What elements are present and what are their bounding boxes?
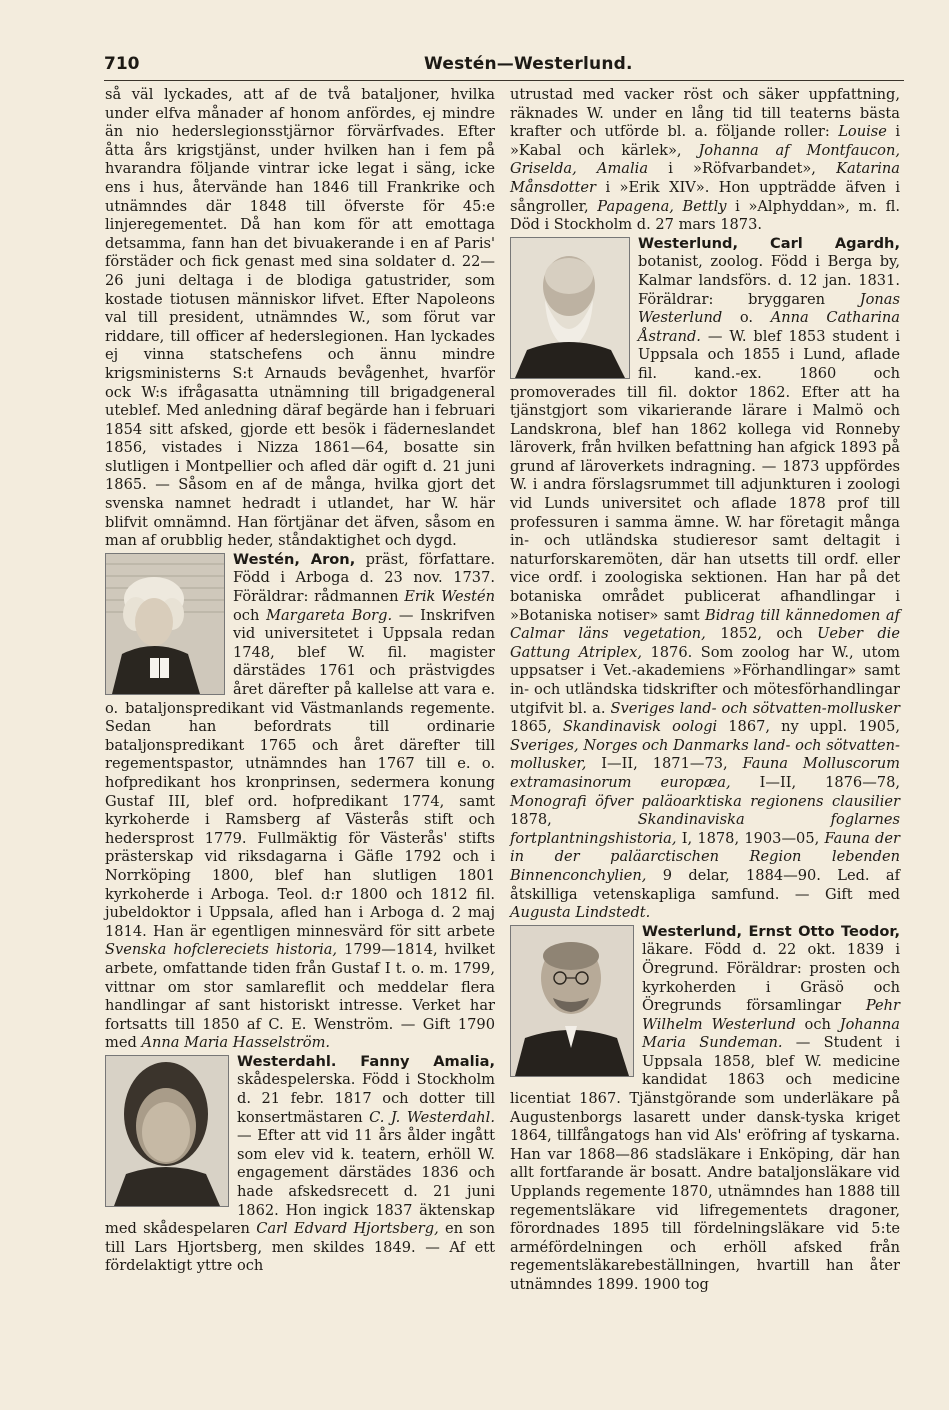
entry-emphasis: Johanna af Montfaucon, Griselda, Amalia [510, 141, 900, 178]
entry-emphasis: Sveriges land- och sötvatten-mollusker [610, 699, 900, 717]
entry-westerlund-ernst [510, 923, 900, 1295]
entry-text: 1865, [510, 718, 563, 736]
entry-emphasis: Skandinaviska foglarnes fortplantningshistoria, [510, 811, 900, 847]
entry-text: skådespelerska. Född i Stockholm d. 21 febr. 1817 och dotter till konsertmästaren [237, 1071, 495, 1126]
page-header [104, 52, 904, 78]
portrait-image [511, 238, 629, 378]
entry-text: i »Kabal och kärlek», [510, 123, 900, 159]
entry-text: I—II, 1871—73, [586, 755, 743, 773]
portrait-westerdahl [105, 1055, 229, 1207]
right-column [510, 86, 900, 1295]
entry-text: 1876. Som zoolog har W., utom uppsatser i Vet.-akademiens »Förhandlingar» samt in- och utländska tidskrifter och mötesförhandlingar utgifvit bl. a. [510, 643, 900, 717]
entry-emphasis: Anna Catharina Åstrand. [638, 309, 900, 345]
portrait-image [511, 926, 633, 1076]
portrait-westerlund-carl [510, 237, 630, 379]
headword-westerdahl: Westerdahl. Fanny Amalia, [237, 1052, 495, 1070]
entry-text: i »Erik XIV». Hon uppträdde äfven i sångroller, [510, 178, 900, 215]
entry-westen-aron [105, 551, 495, 1053]
portrait-image [106, 554, 224, 694]
portrait-westerlund-ernst [510, 925, 634, 1077]
entry-text: en son till Lars Hjortsberg, men skildes 1849. — Af ett fördelaktigt yttre och [105, 1220, 495, 1275]
entry-text: 9 delar, 1884—90. Led. af åtskilliga vetenskapliga samfund. — Gift med [510, 866, 900, 903]
entry-westerlund-carl [510, 235, 900, 923]
entry-text: I, 1878, 1903—05, [676, 829, 825, 847]
running-title: Westén—Westerlund. [424, 54, 633, 74]
entry-text: I—II, 1876—78, [730, 773, 901, 791]
entry-emphasis: Johanna Maria Sundeman. [642, 1015, 900, 1052]
entry-emphasis: Svenska hofclereciets historia, [105, 941, 338, 959]
entry-emphasis: Louise [838, 123, 887, 141]
entry-text: 1878, [510, 811, 638, 829]
entry-emphasis: Ueber die Gattung Atriplex, [510, 625, 900, 661]
entry-emphasis: Anna Maria Hasselström. [141, 1034, 331, 1052]
entry-emphasis: Augusta Lindstedt. [510, 904, 651, 922]
entry-emphasis: Monografi öfver paläoarktiska regionens clausilier [510, 792, 900, 810]
entry-emphasis: Papagena, Bettly [597, 197, 727, 215]
article-continuation-westerdahl [510, 86, 900, 235]
entry-emphasis: Pehr Wilhelm Westerlund [642, 997, 900, 1033]
entry-emphasis: Margareta Borg. [266, 606, 393, 624]
portrait-image [106, 1056, 228, 1206]
entry-text: i »Röfvarbandet», [648, 160, 837, 178]
entry-text: och [795, 1015, 840, 1033]
entry-emphasis: Carl Edvard Hjortsberg, [256, 1220, 439, 1238]
headword-westerlund-carl: Westerlund, Carl Agardh, [638, 234, 900, 252]
entry-text: — Inskrifven vid universitetet i Uppsala redan 1748, blef W. fil. magister därstädes 1761 och prästvigdes året därefter på kallelse att vara e. o. bataljonspredikant vid Västmanlands regemente. Sedan han befordrats till ordinarie bataljonspredikant 1765 och året därefter till regementspastor, utnämndes han 1767 till e. o. hofpredikant hos kronprinsen, sedermera konung Gustaf III, blef ord. hofpredikant 1774, samt kyrkoherde i Ramsberg af Västerås stift och hedersprost 1779. Fullmäktig för Västerås' stifts prästerskap vid riksdagarna i Gäfle 1792 och i Norrköping 1800, blef han slutligen 1801 kyrkoherde i Arboga. Teol. d:r 1800 och 1812 fil. jubeldoktor i Uppsala, afled han i Arboga d. 2 maj 1814. Han är egentligen minnesvärd för sitt arbete [105, 606, 496, 940]
entry-text: botanist, zoolog. Född i Berga by, Kalmar landsförs. d. 12 jan. 1831. Föräldrar: bryggaren [638, 253, 900, 308]
left-column [105, 86, 495, 1276]
entry-emphasis: Bidrag till kännedomen af Calmar läns vegetation, [510, 606, 900, 643]
header-rule [104, 80, 904, 81]
entry-emphasis: Jonas Westerlund [638, 290, 900, 327]
entry-text: o. [722, 309, 771, 327]
entry-emphasis: C. J. Westerdahl. [369, 1108, 495, 1126]
headword-westerlund-ernst: Westerlund, Ernst Otto Teodor, [642, 922, 900, 940]
entry-text: 1867, ny uppl. 1905, [717, 718, 901, 736]
entry-text: 1852, och [705, 625, 818, 643]
entry-text: 1799—1814, hvilket arbete, omfattande tiden från Gustaf I t. o. m. 1799, vittnar om stor samlareflit och meddelar flera handlingar af sant historiskt intresse. Verket har fortsatts till 1850 af C. E. Wenström. — Gift 1790 med [105, 941, 495, 1052]
entry-text: och [233, 606, 267, 624]
entry-westerdahl [105, 1053, 495, 1276]
entry-emphasis: Katarina Månsdotter [510, 160, 901, 196]
page-number: 710 [104, 54, 140, 74]
portrait-westen-aron [105, 553, 225, 695]
entry-text: i »Alphyddan», m. fl. Död i Stockholm d. 27 mars 1873. [510, 197, 900, 234]
entry-emphasis: Fauna der in der paläarctischen Region lebenden Binnenconchylien, [510, 829, 900, 884]
entry-emphasis: Erik Westén [404, 588, 495, 606]
entry-text: — Student i Uppsala 1858, blef W. medicine kandidat 1863 och medicine licentiat 1867. Tjänstgörande som underläkare på Augustenborgs lasarett under dansk-tyska kriget 1864, tillfångatogs han vid Als' eröfring af tyskarna. Han var 1868—86 stadsläkare i Enköping, där han allt fortfarande är bosatt. Andre bataljonsläkare vid Upplands regemente 1870, utnämndes han 1888 till regementsläkare vid lifregementets dragoner, förordnades 1895 till fördelningsläkare vid 5:te arméfördelningen och erhöll afsked från regementsläkarebeställningen, hvartill han åter utnämndes 1899. 1900 tog [510, 1034, 900, 1293]
headword-westen-aron: Westén, Aron, [233, 550, 356, 568]
entry-text: läkare. Född d. 22 okt. 1839 i Öregrund. Föräldrar: prosten och kyrkoherden i Gräsö och Öregrunds församlingar [642, 941, 900, 1015]
entry-emphasis: Fauna Molluscorum extramasinorum europæa, [510, 755, 900, 791]
entry-text: präst, författare. Född i Arboga d. 23 nov. 1737. Föräldrar: rådmannen [233, 550, 495, 606]
article-continuation: så väl lyckades, att af de två bataljoner, hvilka under elfva månader af honom anfördes, ej mindre än nio hederslegionsstjärnor förvärfvades. Efter åtta års krigstjänst, under hvilken han i fem på hvarandra följande vintrar icke legat i säng, icke ens i hus, återvände han 1846 till Frankrike och utnämndes där 1848 till öfverste för 45:e linjeregementet. Då han kom för att emottaga detsamma, fann han det bivuakerande i en af Paris' förstäder och fick genast med sina soldater d. 22—26 juni deltaga i de blodiga gatustrider, som kostade tiotusen människor lifvet. Efter Napoleons val till president, utnämndes W., som förut var riddare, till officer af hederslegionen. Han lyckades ej vinna statschefens och ännu mindre krigsministerns S:t Arnauds bevågenhet, hvarför ock W:s ifrågasatta utnämning till brigadgeneral uteblef. Med anledning däraf begärde han i februari 1854 sitt afsked, gjorde ett besök i fäderneslandet 1856, vistades i Nizza 1861—64, bosatte sin slutligen i Montpellier och afled där ogift d. 21 juni 1865. — Såsom en af de många, hvilka gjort det svenska namnet hedradt i utlandet, har W. här blifvit omnämnd. Han förtjänar det äfven, såsom en man af orubblig heder, ståndaktighet och dygd. [105, 86, 495, 550]
entry-text: — Efter att vid 11 års ålder ingått som elev vid k. teatern, erhöll W. engagement därstädes 1836 och hade afskedsrecett d. 21 juni 1862. Hon ingick 1837 äktenskap med skådespelaren [105, 1127, 495, 1238]
entry-emphasis: Sveriges, Norges och Danmarks land- och sötvatten-mollusker, [510, 736, 900, 773]
entry-emphasis: Skandinavisk oologi [562, 718, 718, 736]
entry-text: — W. blef 1853 student i Uppsala och 1855 i Lund, aflade fil. kand.-ex. 1860 och promoverades till fil. doktor 1862. Efter att ha tjänstgjort som vikarierande lärare i Malmö och Landskrona, blef han 1862 kollega vid Ronneby läroverk, från hvilken befattning han afgick 1893 på grund af läroverkets indragning. — 1873 uppfördes W. i andra förslagsrummet till adjunkturen i zoologi vid Lunds universitet och aflade 1878 prof till professuren i samma ämne. W. har företagit många in- och utländska studieresor samt deltagit i naturforskaremöten, där han utsetts till ordf. eller vice ordf. i zoologiska sektionen. Han har på det botaniska området publicerat afhandlingar i »Botaniska notiser» samt [510, 327, 900, 624]
entry-text: utrustad med vacker röst och säker uppfattning, räknades W. under en lång tid till teaterns bästa krafter och utförde bl. a. följande roller: [510, 86, 900, 141]
